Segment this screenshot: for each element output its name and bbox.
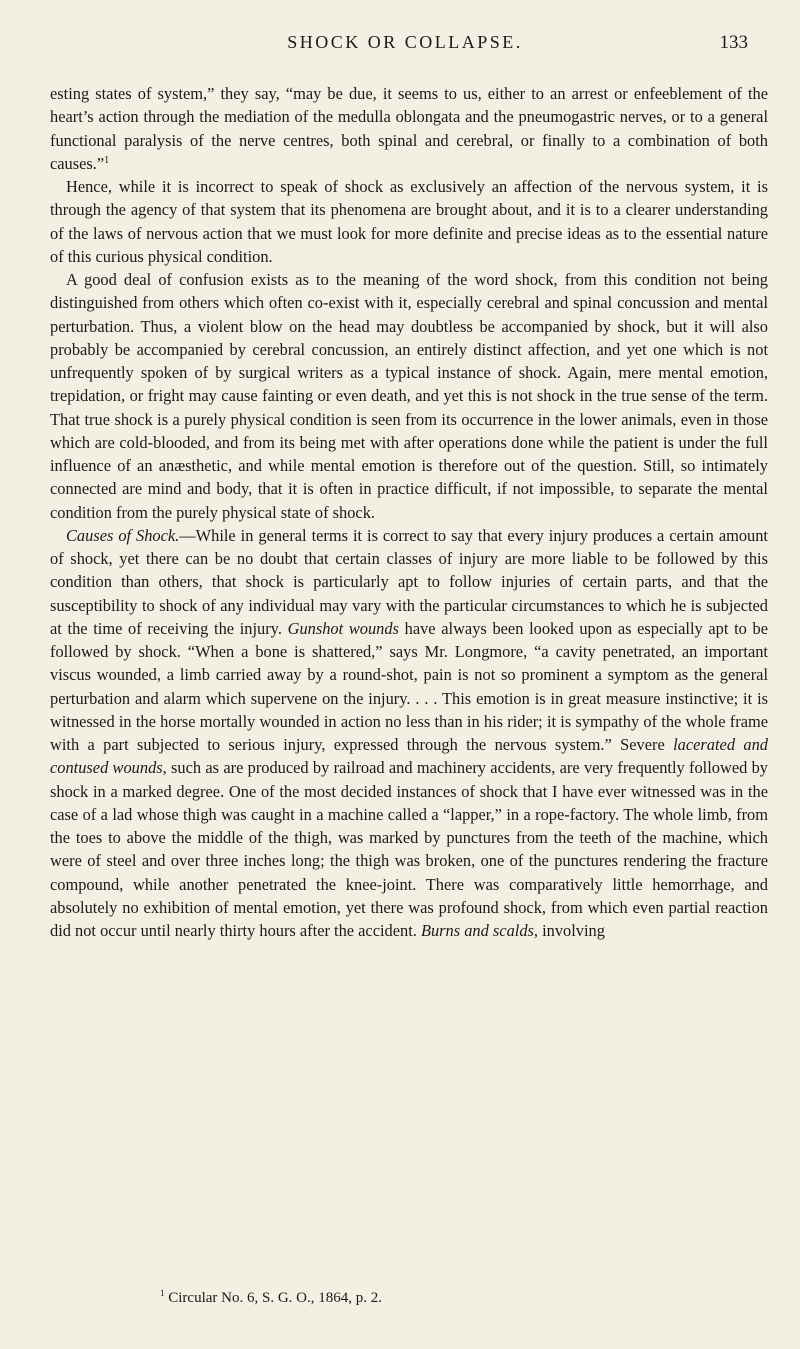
page-number: 133 (719, 32, 748, 53)
term-lacerated-wounds: lacerated and contused wounds (50, 735, 768, 778)
paragraph-continued-quote (50, 82, 768, 175)
footnote-marker: 1 (160, 1288, 165, 1298)
term-gunshot-wounds: Gunshot wounds (287, 618, 399, 638)
footnote-reference: 1 (104, 154, 110, 166)
paragraph-text: , involving (533, 921, 605, 940)
running-title: SHOCK OR COLLAPSE. (287, 32, 523, 52)
paragraph-nervous-system: Hence, while it is incorrect to speak of shock as exclusively an affection of the nervous system, it is through the agency of that system that its phenomena are brought about, and it is to a clearer understanding of the laws of nervous action that we must look for more definite and precise ideas as to the essential nature of this curious physical condition. (50, 177, 768, 266)
term-burns-and-scalds: Burns and scalds (420, 921, 534, 940)
paragraph-text: —While in general terms it is correct to say that every injury produces a certain amount of shock, yet there can be no doubt that certain classes of injury are more liable to be followed by this condition than others, that shock is particularly apt to follow injuries of certain parts, and that the susceptibility to shock of any individual may vary with the particular circumstances to which he is subjected at the time of receiving the injury. (50, 525, 768, 638)
paragraph-text: esting states of system,” they say, “may be due, it seems to us, either to an arrest or enfeeblement of the heart’s action through the mediation of the medulla oblongata and the pneumogastric nerves, or to a general functional paralysis of the nerve centres, both spinal and cerebral, or finally to a combination of both causes.” (50, 84, 768, 173)
footnote (160, 1290, 760, 1307)
paragraph-confusion-of-terms: A good deal of confusion exists as to the meaning of the word shock, from this condition not being distinguished from others which often co-exist with it, especially cerebral and spinal concussion and mental perturbation. Thus, a violent blow on the head may doubtless be accompanied by shock, but it will also probably be accompanied by cerebral concussion, an entirely distinct affection, and yet one which is not unfrequently spoken of by surgical writers as a typical instance of shock. Again, mere mental emotion, trepidation, or fright may cause fainting or even death, and yet this is not shock in the true sense of the term. That true shock is a purely physical condition is seen from its occurrence in the lower animals, even in those which are cold-blooded, and from its being met with after operations done while the patient is under the full influence of an anæsthetic, and while mental emotion is therefore out of the question. Still, so intimately connected are mind and body, that it is often in practice difficult, if not impossible, to separate the mental condition from the purely physical state of shock. (50, 270, 768, 522)
page-header (50, 30, 760, 58)
paragraph-text: have always been looked upon as especially apt to be followed by shock. “When a bone is shattered,” says Mr. Longmore, “a cavity penetrated, an important viscus wounded, a limb carried away by a round-shot, pain is not so prominent a symptom as the general perturbation and alarm which supervene on the injury. . . . This emotion is in great measure instinctive; it is witnessed in the horse mortally wounded in action no less than in his rider; it is sympathy of the whole frame with a part subjected to serious injury, expressed through the nervous system.” Severe (50, 618, 768, 754)
footnote-text: Circular No. 6, S. G. O., 1864, p. 2. (168, 1290, 382, 1306)
section-heading: Causes of Shock. (66, 525, 180, 545)
body-text (50, 82, 768, 942)
paragraph-text: , such as are produced by railroad and machinery accidents, are very frequently followed by shock in a marked degree. One of the most decided instances of shock that I have ever witnessed was in the case of a lad whose thigh was caught in a machine called a “lapper,” in a rope-factory. The whole limb, from the toes to above the middle of the thigh, was marked by punctures from the teeth of the machine, which were of steel and over three inches long; the thigh was broken, one of the punctures rendering the fracture compound, while another penetrated the knee-joint. There was comparatively little hemorrhage, and absolutely no exhibition of mental emotion, yet there was profound shock, from which even partial reaction did not occur until nearly thirty hours after the accident. (50, 758, 768, 940)
paragraph-causes-of-shock (50, 524, 768, 943)
